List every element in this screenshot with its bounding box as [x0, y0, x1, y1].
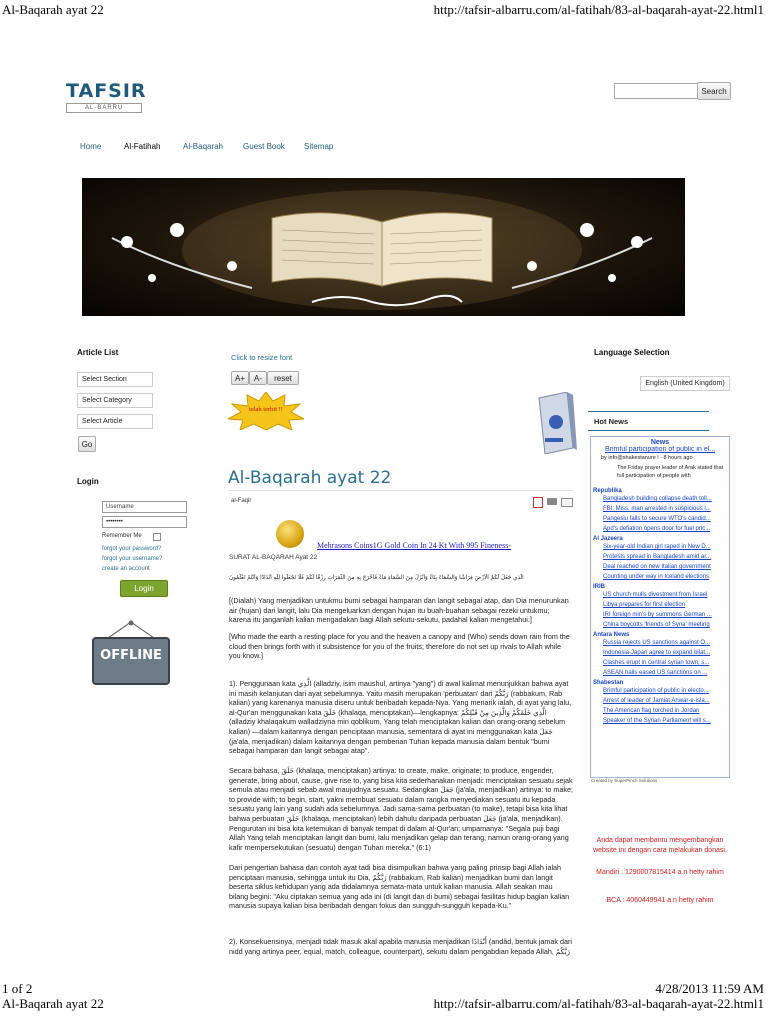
print-icon[interactable] [547, 498, 557, 505]
pdf-icon[interactable] [533, 497, 543, 508]
news-credits: Created by SuperPinch Solutions [591, 778, 658, 783]
nav-al-fatihah[interactable]: Al-Fatihah [124, 142, 161, 151]
article-title: Al-Baqarah ayat 22 [228, 468, 392, 488]
print-date: 4/28/2013 11:59 AM [655, 981, 764, 996]
new-book-badge-text: telah terbit !! [249, 406, 283, 413]
username-field[interactable]: Username [102, 501, 187, 513]
print-title-bottom: Al-Baqarah ayat 22 [2, 996, 104, 1011]
gold-coin-icon[interactable] [276, 520, 304, 548]
news-item[interactable]: Apd's defiation opens door for fuel pric... [603, 526, 711, 532]
site-logo-sub: AL-BARRU [66, 103, 142, 113]
surat-label: SURAT AL-BAQARAH Ayat 22 [229, 554, 318, 561]
book-cover-icon [535, 392, 577, 454]
nav-guest-book[interactable]: Guest Book [243, 142, 285, 151]
news-item[interactable]: Clashes erupt in central syrian town, s... [603, 660, 710, 666]
news-source: IRIB [593, 584, 605, 590]
site-logo[interactable]: TAFSIR [66, 80, 147, 102]
news-item[interactable]: Speaker of the Syrian Parliament will s... [603, 718, 711, 724]
offline-sign-text: OFFLINE [100, 648, 162, 663]
forgot-password-link[interactable]: forgot your password? [102, 546, 162, 552]
print-title: Al-Baqarah ayat 22 [2, 2, 104, 17]
offline-sign [90, 620, 172, 686]
news-item[interactable]: Pangeslu falls to secure WTO's candid... [603, 516, 711, 522]
news-item[interactable]: Counting under way in Iceland elections [603, 574, 710, 580]
go-button[interactable]: Go [78, 436, 96, 452]
select-article[interactable]: Select Article [77, 414, 153, 429]
featured-news-link[interactable]: Brimful participation of public in el... [605, 446, 716, 453]
login-title: Login [77, 477, 99, 486]
print-url-bottom: http://tafsir-albarru.com/al-fatihah/83-al-baqarah-ayat-22.html1 [433, 996, 764, 1011]
quran-book-icon [82, 178, 685, 316]
password-field[interactable]: •••••••• [102, 516, 187, 528]
commentary-paragraph: 1). Penggunaan kata الَّذِي (alladziy, isim maushul, artinya "yang") di awal kalimat menunjukkan bahwa ayat ini masih kelanjutan dari ayat sebelumnya. Yaitu masih merupakan 'perbuatan' dari رَبَّكُمْ (rabbakum, Rab kalian) yang karenanya manusia diseru untuk beribadah kepada-Nya. Yang menarik ialah, di ayat yang lalu, al-Qur'an menggunakan kata خَلَقَ (khalaqa, menciptakan)—lengkapnya: الَّذِي خَلَقَكُمْ وَالَّذِينَ مِنْ قَبْلِكُمْ (alladziy khalaqakum walladziyna min qoblikum, Yang telah menciptakan kalian dan orang-orang sebelum kalian) —dalam kaitannya dengan penciptaan manusia, sementara di ayat ini menggunakan kata جَعَلَ (ja'ala, menjadikan) dalam kaitannya dengan pemberian Tuhan kepada manusia dalam bentuk "bumi sebagai hamparan dan langit sebagai atap". [229, 679, 572, 756]
donate-bca: BCA : 4060449941 a.n hetty rahim [606, 897, 714, 904]
font-decrease-button[interactable]: A- [249, 371, 267, 385]
nav-sitemap[interactable]: Sitemap [304, 142, 334, 151]
resize-font-label: Click to resize font [231, 353, 293, 362]
featured-news-text: The Friday prayer leader of Arak stated that full participation of people with [617, 465, 724, 479]
select-section[interactable]: Select Section [77, 372, 153, 387]
news-item[interactable]: ASEAN hails eased US sanctions on ... [603, 670, 708, 676]
ad-link[interactable]: Mehrasons Coins1G Gold Coin In 24 Kt With 995 Fineness- [317, 541, 511, 550]
nav-al-baqarah[interactable]: Al-Baqarah [183, 142, 224, 151]
news-item[interactable]: Indonesia-Japan agree to expand bilat... [603, 650, 711, 656]
news-item[interactable]: FBI: Miss. man arrested in suspicious l... [603, 506, 711, 512]
news-item[interactable]: US church mulls divestment from Israel [603, 592, 708, 598]
news-item[interactable]: IRI foreign min's by summons German ... [603, 612, 712, 618]
search-button[interactable]: Search [697, 82, 731, 100]
create-account-link[interactable]: create an account [102, 566, 150, 572]
hot-news-header [588, 411, 709, 431]
language-select[interactable]: English (United Kingdom) [640, 376, 730, 391]
news-item[interactable]: Deal reached on new Italian government [603, 564, 711, 570]
article-list-title: Article List [77, 348, 119, 357]
translation-english: [Who made the earth a resting place for you and the heaven a canopy and (Who) sends down rain from the cloud then brings forth with it subsistence for you of the fruits; therefore do not set up rivals to Allah while you know.] [229, 632, 570, 661]
header-banner [82, 178, 685, 316]
news-source: Antara News [593, 632, 630, 638]
forgot-username-link[interactable]: forgot your username? [102, 556, 163, 562]
commentary-paragraph: Dari pengertian bahasa dan contoh ayat tadi bisa disimpulkan bahwa yang paling prinsip bagi Allah ialah penciptaan manusia, sehingga untuk itu Dia, رَبَّكُمْ (rabbakum, Rab kalian) menjadikan bumi dan langit beserta siklus kehidupan yang ada didalamnya semata-mata untuk kalian manusia. Allah seakan mau bilang begini: "Aku ciptakan semua yang ada ini (di langit dan di bumi) sebagai fasilitas hidup bagian kalian manusia supaya kalian bisa beribadah dengan fokus dan sungguh-sungguh kepada-Ku." [229, 863, 570, 911]
translation-indonesian: [(Dialah) Yang menjadikan untukmu bumi sebagai hamparan dan langit sebagai atap, dan Dia menurunkan air (hujan) dari langit, lalu Dia mengeluarkan dengan hujan itu buah-buahan sebagai rezeki untukmu; karena itu janganlah kalian mengadakan bagi Allah sekutu-sekutu, padahal kalian mengetahui.] [229, 596, 569, 625]
donate-mandiri: Mandiri : 1290007815414 a.n hetty rahim [596, 869, 724, 876]
news-source: Republika [593, 488, 622, 494]
news-source: Al Jazeera [593, 536, 623, 542]
new-book-badge[interactable] [228, 392, 304, 430]
font-increase-button[interactable]: A+ [231, 371, 249, 385]
commentary-paragraph: Secara bahasa, خَلَقَ (khalaqa, menciptakan) artinya: to create, make, originate; to produce, engender, generate, bring about, cause, give rise to, yang bisa kita sederhanakan menjadi: menciptakan sesuatu sejak semula atau menjadi sebab awal maujudnya sesuatu. Sedangkan جَعَلَ (ja'ala, menjadikan) artinya: to make; to provide with; to begin, start, yakni membuat sesuatu dalam rangka menyediakan sesuatu itu kepada sesuatu yang lain yang sudah ada sebelumnya. Jadi sama-sama perbuatan (to make), tetapi bisa kita lihat bahwa perbuatan خَلَقَ (khalaqa, menciptakan) lebih dahulu daripada perbuatan جَعَلَ (ja'ala, menjadikan). Pengurutan ini bisa kita ketemukan di banyak tempat di dalam al-Qur'an; umpamanya: "Segala puji bagi Allah Yang telah menciptakan langit dan bumi, lalu menjadikan gelap dan terang, namun orang-orang yang kafir mempersekutukan (sesuatu) dengan Tuhan mereka." (6:1) [229, 766, 573, 852]
language-title: Language Selection [594, 348, 670, 357]
login-button[interactable]: Login [120, 580, 168, 597]
remember-me-checkbox[interactable] [153, 533, 161, 541]
news-item[interactable]: Six-year-old Indian girl raped in New D... [603, 544, 711, 550]
featured-news-meta: by info@shakestanure l - 8 hours ago [601, 455, 693, 461]
email-icon[interactable] [561, 498, 573, 507]
title-divider [228, 490, 573, 491]
news-item[interactable]: Russia rejects US sanctions against O... [603, 640, 711, 646]
news-feed [590, 436, 730, 778]
news-source: Shabestan [593, 680, 624, 686]
select-category[interactable]: Select Category [77, 393, 153, 408]
news-item[interactable]: Bangladesh building collapse death toll... [603, 496, 712, 502]
news-item[interactable]: The American flag torched in Jordan [603, 708, 700, 714]
nav-home[interactable]: Home [80, 142, 102, 151]
news-item[interactable]: Libya prepares for first election [603, 602, 686, 608]
donate-text: Anda dapat membantu mengembangkan website ini dengan cara melakukan donasi. [593, 837, 727, 854]
print-url: http://tafsir-albarru.com/al-fatihah/83-al-baqarah-ayat-22.html1 [433, 2, 764, 17]
news-item[interactable]: China boycotts 'friends of Syria' meeting [603, 622, 710, 628]
book-cover-image[interactable] [535, 392, 577, 454]
hot-news-title: Hot News [594, 417, 629, 426]
news-head: News [650, 439, 670, 446]
news-item[interactable]: Arrest of leader of Jamiat Anwar-e-isla... [603, 698, 710, 704]
article-author: al-Faqir [231, 498, 252, 504]
news-item[interactable]: Protests spread in Bangladesh amid ar... [603, 554, 712, 560]
print-page-of: 1 of 2 [2, 981, 33, 996]
remember-me-label: Remember Me [102, 533, 142, 539]
font-reset-button[interactable]: reset [267, 371, 299, 385]
commentary-paragraph: 2). Konsekuensinya, menjadi tidak masuk akal apabila manusia menjadikan أَنْدَادًا (andâd, bentuk jamak dari nidd yang artinya peer, equal, match, colleague, counterpart), sekutu dalam pengabdian kepada Allah, رَبَّكُمْ [229, 937, 572, 956]
news-item[interactable]: Brimful participation of public in electo... [603, 688, 709, 694]
arabic-verse: الَّذِي جَعَلَ لَكُمُ الْأَرْضَ فِرَاشًا وَالسَّمَاءَ بِنَاءً وَأَنْزَلَ مِنَ السَّمَاءِ مَاءً فَأَخْرَجَ بِهِ مِنَ الثَّمَرَاتِ رِزْقًا لَكُمْ فَلَا تَجْعَلُوا لِلَّهِ أَنْدَادًا وَأَنْتُمْ تَعْلَمُونَ [229, 575, 524, 581]
